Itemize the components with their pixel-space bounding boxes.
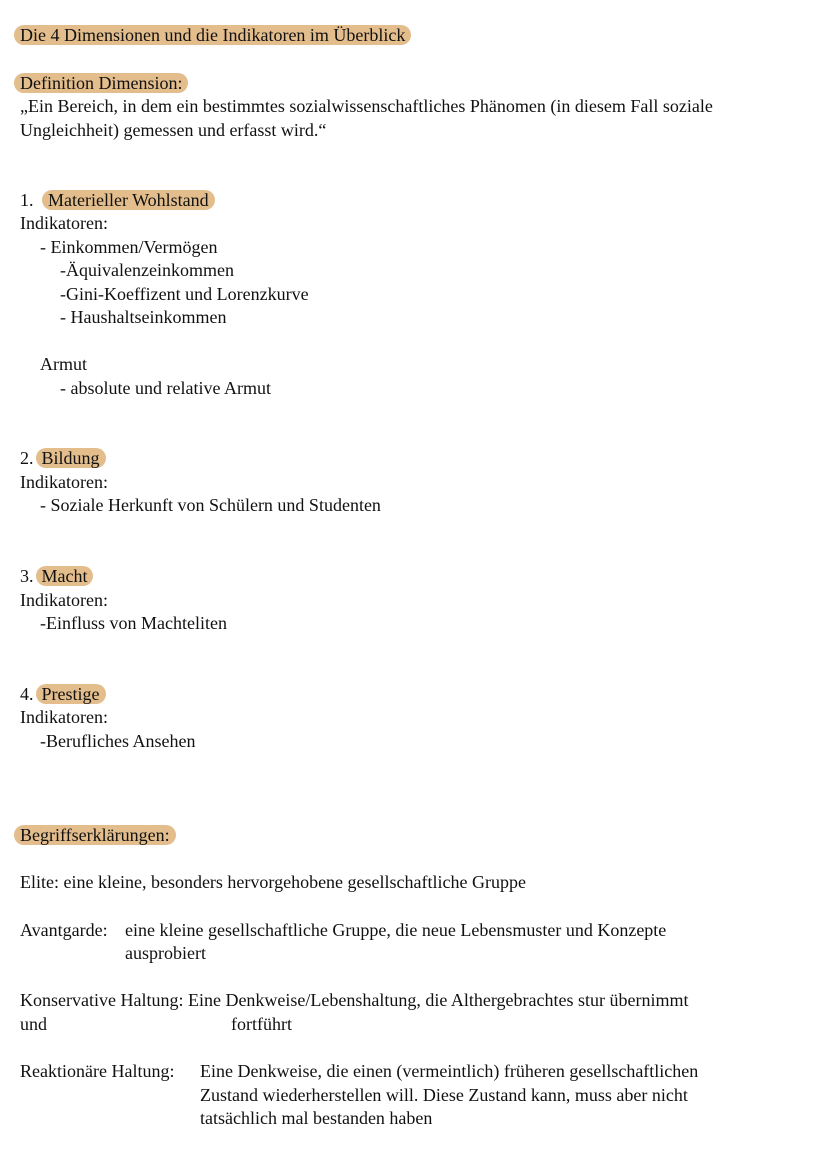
dimension-1-sub-item: - absolute und relative Armut bbox=[60, 378, 271, 398]
glossary-konservativ-line-1: Konservative Haltung: Eine Denkweise/Lebenshaltung, die Althergebrachtes stur übernimmt bbox=[20, 990, 689, 1010]
glossary-avantgarde-line-2: ausprobiert bbox=[125, 943, 206, 963]
dimension-1-indicators-label: Indikatoren: bbox=[20, 213, 108, 233]
dimension-1-item: -Gini-Koeffizent und Lorenzkurve bbox=[60, 284, 309, 304]
dimension-4-item: -Berufliches Ansehen bbox=[40, 731, 196, 751]
dimension-1-item: - Einkommen/Vermögen bbox=[40, 237, 218, 257]
glossary-elite: Elite: eine kleine, besonders hervorgehobene gesellschaftliche Gruppe bbox=[20, 872, 526, 892]
glossary-reaktionaer-line-1: Eine Denkweise, die einen (vermeintlich) früheren gesellschaftlichen bbox=[200, 1061, 699, 1081]
dimension-1-name: Materieller Wohlstand bbox=[42, 190, 215, 210]
dimension-3-item: -Einfluss von Machteliten bbox=[40, 613, 227, 633]
definition-line-2: Ungleichheit) gemessen und erfasst wird.“ bbox=[20, 120, 327, 140]
glossary-konservativ-cont: fortführt bbox=[231, 1014, 292, 1034]
dimension-2-indicators-label: Indikatoren: bbox=[20, 472, 108, 492]
definition-heading: Definition Dimension: bbox=[20, 72, 188, 96]
glossary-avantgarde-line-1: eine kleine gesellschaftliche Gruppe, die neue Lebensmuster und Konzepte bbox=[125, 920, 667, 940]
definition-line-1: „Ein Bereich, in dem ein bestimmtes sozialwissenschaftliches Phänomen (in diesem Fall soziale bbox=[20, 96, 713, 116]
glossary-reaktionaer-line-3: tatsächlich mal bestanden haben bbox=[200, 1108, 433, 1128]
glossary-reaktionaer-term: Reaktionäre Haltung: bbox=[20, 1061, 175, 1081]
dimension-3-indicators-label: Indikatoren: bbox=[20, 590, 108, 610]
dimension-1-item: -Äquivalenzeinkommen bbox=[60, 260, 234, 280]
page-title bbox=[20, 24, 411, 48]
dimension-4-name: Prestige bbox=[36, 684, 106, 704]
dimension-2-item: - Soziale Herkunft von Schülern und Studenten bbox=[40, 495, 381, 515]
dimension-3-name: Macht bbox=[36, 566, 94, 586]
dimension-1-item: - Haushaltseinkommen bbox=[60, 307, 227, 327]
glossary-konservativ-und: und bbox=[20, 1014, 47, 1034]
dimension-1-sub-heading: Armut bbox=[40, 354, 87, 374]
dimension-4-heading: 4. Prestige bbox=[20, 683, 106, 707]
title-highlight: Die 4 Dimensionen und die Indikatoren im Überblick bbox=[14, 25, 411, 45]
glossary-heading: Begriffserklärungen: bbox=[20, 824, 176, 848]
glossary-avantgarde-term: Avantgarde: bbox=[20, 920, 108, 940]
dimension-1-heading: 1. Materieller Wohlstand bbox=[20, 189, 215, 213]
dimension-4-indicators-label: Indikatoren: bbox=[20, 707, 108, 727]
dimension-2-heading: 2. Bildung bbox=[20, 447, 106, 471]
dimension-3-heading: 3. Macht bbox=[20, 565, 93, 589]
dimension-2-name: Bildung bbox=[36, 448, 106, 468]
glossary-reaktionaer-line-2: Zustand wiederherstellen will. Diese Zustand kann, muss aber nicht bbox=[200, 1085, 688, 1105]
